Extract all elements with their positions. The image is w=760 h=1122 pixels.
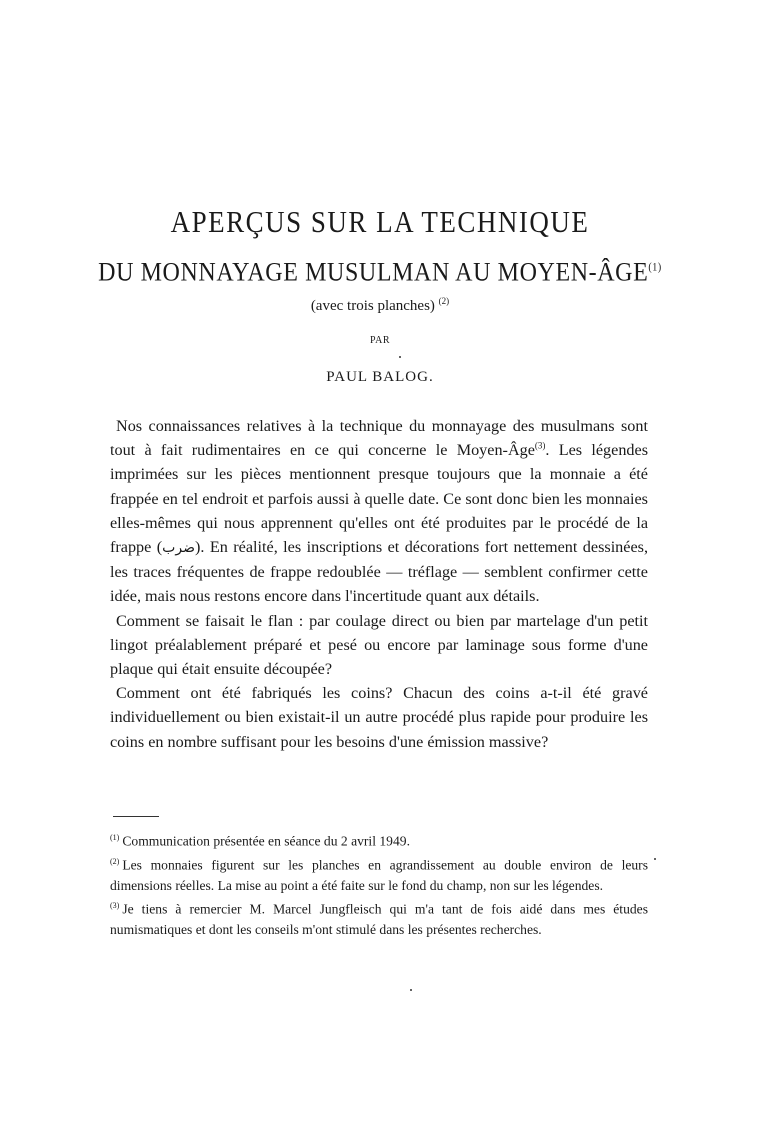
paragraph-1-part-a: Nos connaissances relatives à la technique du monnayage des musulmans sont tout à fait rudimentaires en ce qui concerne le Moyen-Âge	[110, 417, 648, 460]
footnote-2-text: Les monnaies figurent sur les planches en agrandissement au double environ de leurs dimensions réelles. La mise au point a été faite sur le fond du champ, non sur les légendes.	[110, 857, 648, 893]
subtitle-text: (avec trois planches)	[310, 298, 435, 314]
paragraph-3: Comment ont été fabriqués les coins? Chacun des coins a-t-il été gravé individuellement ou bien existait-il un autre procédé plus rapide pour produire les coins en nombre suffisant pour les besoins d'une émission massive?	[110, 684, 648, 751]
footnote-1	[110, 828, 648, 852]
title-line2-text: DU MONNAYAGE MUSULMAN AU MOYEN-ÂGE	[98, 258, 649, 288]
footnote-3-text: Je tiens à remercier M. Marcel Jungfleisch qui m'a tant de fois aidé dans mes études numismatiques et dont les conseils m'ont stimulé dans les présentes recherches.	[110, 901, 648, 938]
author-name: PAUL BALOG.	[326, 369, 434, 385]
paragraph-1-part-c: ). En réalité, les inscriptions et décorations fort nettement dessinées, les traces fréquentes de frappe redoublée — tréflage — semblent confirmer cette idée, mais nous restons encore dans l'incertitude quant aux détails.	[110, 538, 648, 606]
paragraph-2: Comment se faisait le flan : par coulage direct ou bien par martelage d'un petit lingot préalablement préparé et pesé ou encore par laminage sous forme d'une plaque qui était ensuite découpée?	[110, 611, 648, 679]
footnote-ref-3: (3)	[534, 440, 546, 451]
footnote-2	[110, 852, 648, 896]
article-subtitle	[0, 298, 760, 315]
speck-mark	[410, 989, 412, 991]
article-title-line1: APERÇUS SUR LA TECHNIQUE	[170, 205, 590, 239]
paragraph-1-part-b: . Les légendes imprimées sur les pièces mentionnent presque toujours que la monnaie a été frappée en tel endroit et parfois aussi à quelle date. Ce sont donc bien les monnaies elles-mêmes qui nous apprennent qu'elles ont été produites par le procédé de la frappe (	[110, 441, 648, 557]
speck-mark	[654, 858, 656, 860]
footnote-3-mark: (3)	[110, 901, 120, 911]
footnotes	[110, 828, 648, 941]
footnote-2-mark: (2)	[110, 856, 120, 866]
footnote-ref-1: (1)	[648, 261, 662, 274]
speck-mark	[399, 356, 401, 358]
footnote-1-text: Communication présentée en séance du 2 avril 1949.	[122, 833, 410, 849]
footnote-1-mark: (1)	[110, 833, 120, 842]
paragraph-1	[110, 414, 648, 609]
arabic-word: ضرب	[162, 540, 195, 557]
footnote-ref-2: (2)	[438, 296, 450, 306]
article-title-line2	[0, 258, 760, 288]
footnote-3	[110, 896, 648, 940]
by-label: PAR	[369, 335, 391, 346]
footnote-divider	[113, 816, 159, 817]
body-text	[110, 414, 648, 754]
